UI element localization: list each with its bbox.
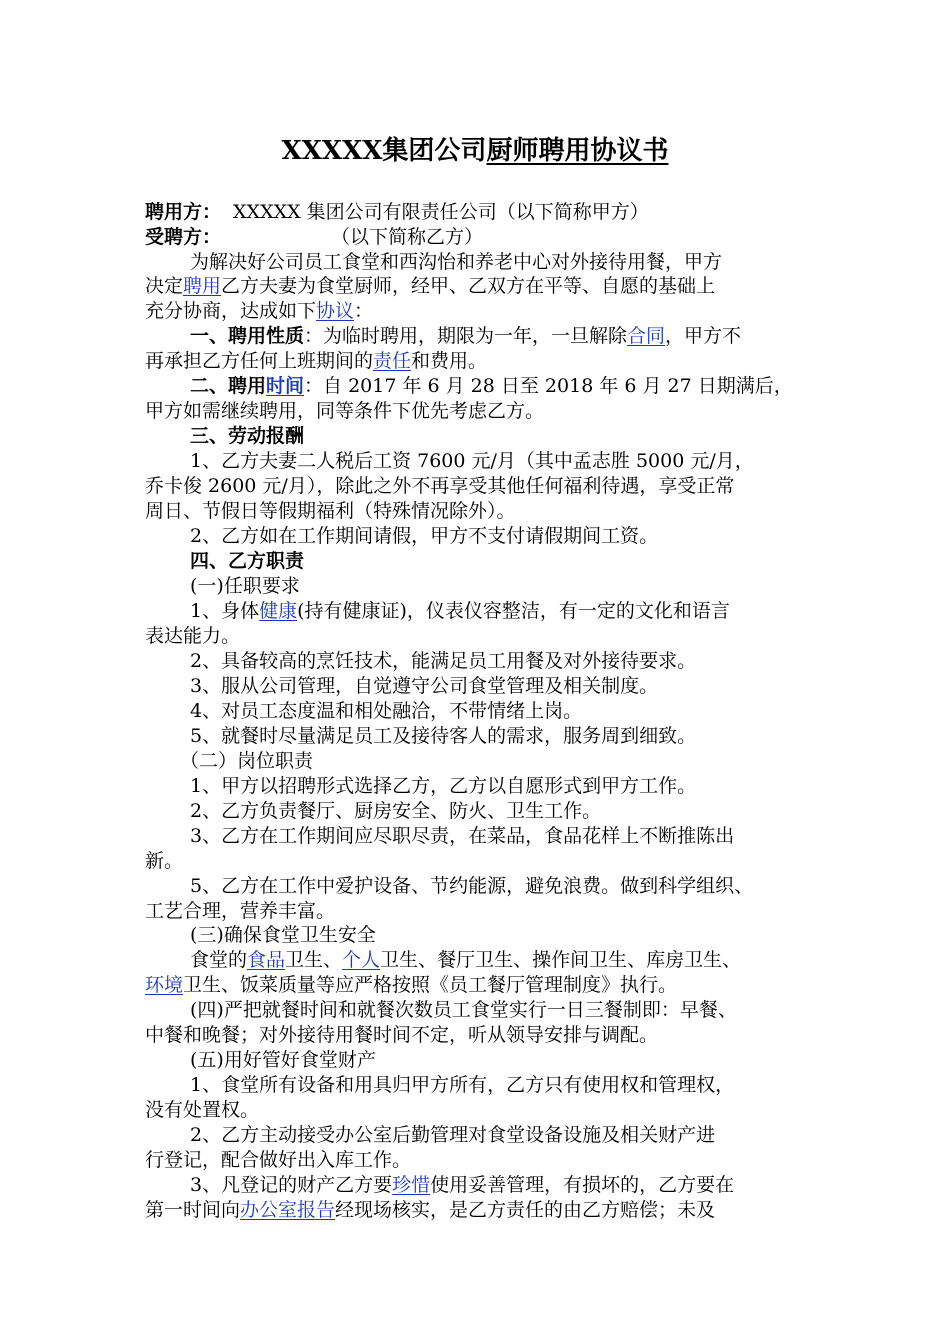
section-3-item-1-line-3: 周日、节假日等假期福利（特殊情况除外）。 — [145, 500, 516, 522]
section-text: 再承担乙方任何上班期间的 — [145, 350, 374, 372]
section-4-property-3-line-2 — [145, 1198, 815, 1223]
employer-label: 聘用方： — [145, 201, 222, 223]
section-text: 经现场核实，是乙方责任的由乙方赔偿；未及 — [335, 1199, 716, 1221]
section-3-item-1-line-1: 1、乙方夫妻二人税后工资 7600 元/月（其中孟志胜 5000 元/月， — [190, 450, 754, 472]
section-2-heading: 二、聘用 — [190, 375, 267, 397]
section-4-sub-2: （二）岗位职责 — [180, 750, 314, 772]
section-4-req-1-line-2: 表达能力。 — [145, 625, 241, 647]
section-4-property-1-line-1: 1、食堂所有设备和用具归甲方所有，乙方只有使用权和管理权， — [190, 1074, 735, 1096]
section-text: 卫生、 — [285, 949, 343, 971]
section-2-line-2 — [145, 399, 815, 424]
section-4-sub-4-line-2: 中餐和晚餐；对外接待用餐时间不定，听从领导安排与调配。 — [145, 1024, 659, 1046]
section-4-sub-3: (三)确保食堂卫生安全 — [190, 924, 376, 946]
section-4-heading: 四、乙方职责 — [190, 550, 305, 572]
section-3-item-2: 2、乙方如在工作期间请假，甲方不支付请假期间工资。 — [190, 525, 659, 547]
intro-line-2 — [145, 274, 815, 299]
section-1-heading: 一、聘用性质 — [190, 325, 305, 347]
employee-value: （以下简称乙方） — [331, 226, 484, 248]
section-4-property-1-line-2: 没有处置权。 — [145, 1099, 260, 1121]
section-1-line-2 — [145, 349, 815, 374]
title-agreement: 厨师聘用协议书 — [486, 136, 669, 166]
employee-line — [145, 225, 815, 250]
section-4-req-3: 3、服从公司管理，自觉遵守公司食堂管理及相关制度。 — [190, 675, 659, 697]
section-4-req-2: 2、具备较高的烹饪技术，能满足员工用餐及对外接待要求。 — [190, 650, 697, 672]
section-4-duty-2: 2、乙方负责餐厅、厨房安全、防火、卫生工作。 — [190, 800, 602, 822]
section-text: 1、身体 — [190, 600, 260, 622]
section-4-hygiene-line-1 — [190, 948, 860, 973]
section-1-line-1 — [190, 324, 860, 349]
link-agreement[interactable]: 协议 — [316, 300, 355, 322]
link-health[interactable]: 健康 — [259, 600, 298, 622]
section-4-req-1-line-1 — [190, 599, 860, 624]
section-text: 卫生、饭菜质量等应严格按照《员工餐厅管理制度》执行。 — [183, 974, 678, 996]
link-contract[interactable]: 合同 — [627, 325, 666, 347]
section-4-req-5: 5、就餐时尽量满足员工及接待客人的需求，服务周到细致。 — [190, 725, 697, 747]
section-3-item-1-line-2: 乔卡俊 2600 元/月），除此之外不再享受其他任何福利待遇，享受正常 — [145, 475, 735, 497]
section-text: 和费用。 — [411, 350, 488, 372]
section-4-duty-5-line-1: 5、乙方在工作中爱护设备、节约能源，避免浪费。做到科学组织、 — [190, 875, 754, 897]
link-food[interactable]: 食品 — [247, 949, 286, 971]
section-4-duty-1: 1、甲方以招聘形式选择乙方，乙方以自愿形式到甲方工作。 — [190, 775, 697, 797]
employer-line — [145, 200, 815, 225]
document-title — [0, 130, 950, 167]
intro-line-1 — [190, 250, 860, 275]
section-4-sub-1: (一)任职要求 — [190, 575, 300, 597]
title-company-code: XXXXX — [281, 136, 383, 166]
section-text: 使用妥善管理，有损坏的，乙方要在 — [430, 1174, 735, 1196]
section-3-heading: 三、劳动报酬 — [190, 425, 305, 447]
section-text: ：自 2017 年 6 月 28 日至 2018 年 6 月 27 日期满后， — [304, 375, 793, 397]
section-text: 第一时间向 — [145, 1199, 241, 1221]
link-responsibility[interactable]: 责任 — [373, 350, 412, 372]
link-environment[interactable]: 环境 — [145, 974, 184, 996]
section-text: 甲方如需继续聘用，同等条件下优先考虑乙方。 — [145, 400, 545, 422]
intro-text: ： — [354, 300, 374, 322]
title-company: 集团公司 — [382, 136, 487, 166]
section-4-property-3-line-1 — [190, 1173, 860, 1198]
intro-line-3 — [145, 299, 815, 324]
intro-text: 为解决好公司员工食堂和西沟怡和养老中心对外接待用餐，甲方 — [190, 251, 723, 273]
employee-label: 受聘方： — [145, 226, 222, 248]
intro-text: 决定 — [145, 275, 184, 297]
section-4-req-4: 4、对员工态度温和相处融洽，不带情绪上岗。 — [190, 700, 583, 722]
link-hire[interactable]: 聘用 — [183, 275, 222, 297]
link-cherish[interactable]: 珍惜 — [392, 1174, 431, 1196]
section-text: ：为临时聘用，期限为一年，一旦解除 — [304, 325, 628, 347]
section-text: (持有健康证)，仪表仪容整洁，有一定的文化和语言 — [297, 600, 730, 622]
section-4-duty-5-line-2: 工艺合理，营养丰富。 — [145, 900, 336, 922]
section-4-sub-5: (五)用好管好食堂财产 — [190, 1049, 376, 1071]
section-4-sub-4-line-1: (四)严把就餐时间和就餐次数员工食堂实行一日三餐制即：早餐、 — [190, 999, 737, 1021]
link-time[interactable]: 时间 — [266, 375, 305, 397]
section-4-hygiene-line-2 — [145, 973, 815, 998]
intro-text: 乙方夫妻为食堂厨师，经甲、乙双方在平等、自愿的基础上 — [221, 275, 716, 297]
intro-text: 充分协商，达成如下 — [145, 300, 317, 322]
link-personal[interactable]: 个人 — [342, 949, 381, 971]
employer-value: XXXXX 集团公司有限责任公司（以下简称甲方） — [233, 201, 649, 223]
section-text: 卫生、餐厅卫生、操作间卫生、库房卫生、 — [380, 949, 742, 971]
section-4-property-2-line-1: 2、乙方主动接受办公室后勤管理对食堂设备设施及相关财产进 — [190, 1124, 716, 1146]
section-2-line-1 — [190, 374, 860, 399]
section-text: 食堂的 — [190, 949, 248, 971]
link-office-report[interactable]: 办公室报告 — [240, 1199, 336, 1221]
section-text: 3、凡登记的财产乙方要 — [190, 1174, 393, 1196]
section-4-property-2-line-2: 行登记，配合做好出入库工作。 — [145, 1149, 412, 1171]
section-text: ，甲方不 — [665, 325, 742, 347]
section-4-duty-3-line-2: 新。 — [145, 850, 184, 872]
section-4-duty-3-line-1: 3、乙方在工作期间应尽职尽责，在菜品，食品花样上不断推陈出 — [190, 825, 735, 847]
